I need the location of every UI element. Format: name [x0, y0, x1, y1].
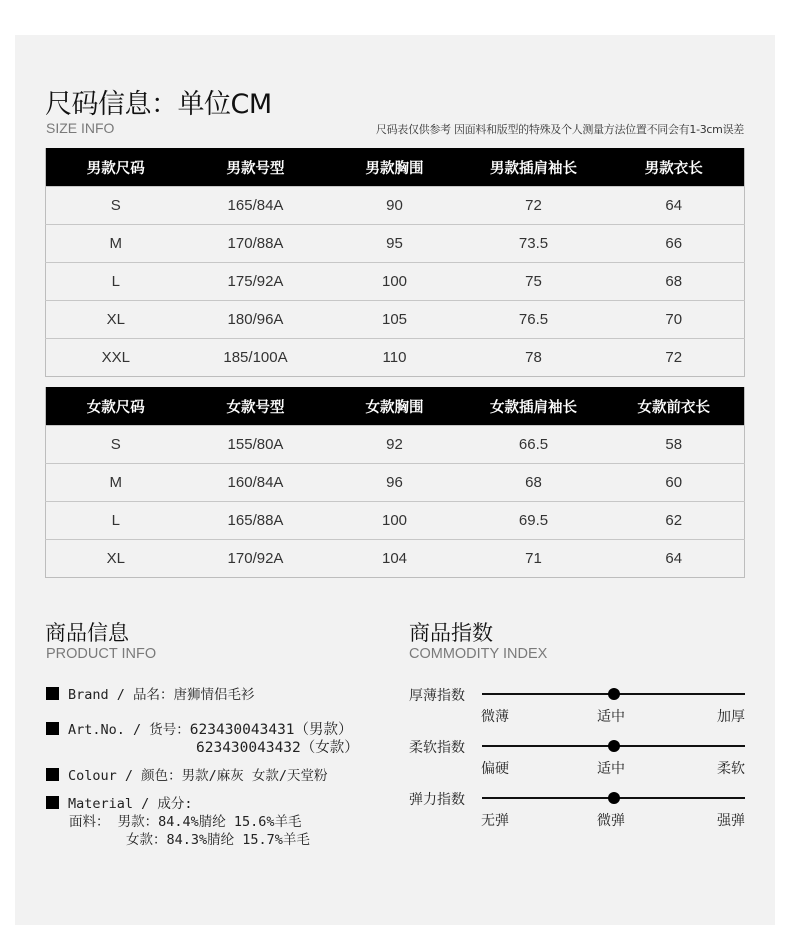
table-cell: 68: [464, 464, 604, 502]
table-cell: 60: [604, 464, 745, 502]
material-label: Material / 成分:: [68, 796, 193, 812]
table-cell: XL: [46, 301, 186, 339]
list-item: [46, 767, 328, 785]
table-row: [46, 263, 745, 301]
column-header: 女款号型: [186, 387, 326, 426]
index-label: 柔软指数: [409, 740, 465, 756]
table-cell: 175/92A: [186, 263, 326, 301]
table-row: [46, 187, 745, 225]
table-cell: 104: [326, 540, 464, 578]
women-size-table: [45, 387, 745, 578]
table-cell: XL: [46, 540, 186, 578]
table-row: [46, 502, 745, 540]
table-cell: 95: [326, 225, 464, 263]
table-cell: 68: [604, 263, 745, 301]
column-header: 女款胸围: [326, 387, 464, 426]
art-no-women: 623430043432（女款）: [196, 740, 359, 756]
table-cell: 90: [326, 187, 464, 225]
table-cell: 66.5: [464, 426, 604, 464]
table-cell: S: [46, 426, 186, 464]
list-item: [46, 721, 353, 739]
scale-mid-label: 适中: [597, 761, 625, 777]
size-info-title: 尺码信息：单位CM: [45, 89, 272, 120]
square-bullet-icon: [46, 687, 59, 700]
table-row: [46, 464, 745, 502]
table-row: [46, 225, 745, 263]
table-cell: M: [46, 225, 186, 263]
table-cell: 73.5: [464, 225, 604, 263]
table-row: [46, 540, 745, 578]
table-cell: 71: [464, 540, 604, 578]
scale-mid-label: 适中: [597, 709, 625, 725]
index-marker: [608, 740, 620, 752]
size-note: 尺码表仅供参考 因面料和版型的特殊及个人测量方法位置不同会有1-3cm误差: [375, 123, 744, 136]
square-bullet-icon: [46, 722, 59, 735]
table-cell: S: [46, 187, 186, 225]
table-cell: 105: [326, 301, 464, 339]
elasticity-index: [409, 789, 745, 839]
product-info-title: 商品信息: [45, 621, 129, 645]
product-info-subtitle: PRODUCT INFO: [46, 646, 157, 662]
scale-low-label: 微薄: [481, 709, 509, 725]
table-cell: 100: [326, 263, 464, 301]
colour-text: Colour / 颜色：男款/麻灰 女款/天堂粉: [68, 768, 328, 784]
men-size-table: [45, 148, 745, 377]
table-row: [46, 339, 745, 377]
column-header: 男款号型: [186, 148, 326, 187]
column-header: 男款衣长: [604, 148, 745, 187]
table-cell: XXL: [46, 339, 186, 377]
table-cell: 180/96A: [186, 301, 326, 339]
table-cell: 96: [326, 464, 464, 502]
index-marker: [608, 688, 620, 700]
scale-mid-label: 微弹: [597, 813, 625, 829]
table-cell: 69.5: [464, 502, 604, 540]
column-header: 男款插肩袖长: [464, 148, 604, 187]
table-cell: 64: [604, 187, 745, 225]
column-header: 男款尺码: [46, 148, 186, 187]
table-cell: 72: [464, 187, 604, 225]
art-no-men: 623430043431（男款）: [189, 722, 353, 738]
index-label: 弹力指数: [409, 792, 465, 808]
table-cell: 62: [604, 502, 745, 540]
table-cell: 70: [604, 301, 745, 339]
table-cell: 58: [604, 426, 745, 464]
table-cell: 75: [464, 263, 604, 301]
list-item: [46, 686, 255, 704]
table-cell: 155/80A: [186, 426, 326, 464]
material-men: 面料： 男款：84.4%腈纶 15.6%羊毛: [69, 814, 302, 830]
brand-text: Brand / 品名：唐狮情侣毛衫: [68, 687, 255, 703]
table-cell: 185/100A: [186, 339, 326, 377]
table-header-row: [46, 387, 745, 426]
table-row: [46, 426, 745, 464]
table-cell: 100: [326, 502, 464, 540]
table-row: [46, 301, 745, 339]
art-no-label: Art.No. / 货号：: [68, 722, 190, 738]
table-cell: 160/84A: [186, 464, 326, 502]
thickness-index: [409, 685, 745, 735]
table-cell: L: [46, 263, 186, 301]
column-header: 女款尺码: [46, 387, 186, 426]
table-cell: 66: [604, 225, 745, 263]
softness-index: [409, 737, 745, 787]
table-cell: 170/92A: [186, 540, 326, 578]
size-info-subtitle: SIZE INFO: [46, 120, 115, 136]
list-item: [46, 795, 193, 813]
column-header: 男款胸围: [326, 148, 464, 187]
table-cell: 78: [464, 339, 604, 377]
table-cell: 165/88A: [186, 502, 326, 540]
scale-high-label: 加厚: [717, 709, 745, 725]
table-cell: M: [46, 464, 186, 502]
table-cell: L: [46, 502, 186, 540]
column-header: 女款插肩袖长: [464, 387, 604, 426]
table-cell: 92: [326, 426, 464, 464]
table-cell: 72: [604, 339, 745, 377]
table-cell: 64: [604, 540, 745, 578]
table-cell: 170/88A: [186, 225, 326, 263]
table-cell: 110: [326, 339, 464, 377]
index-label: 厚薄指数: [409, 688, 465, 704]
scale-high-label: 强弹: [717, 813, 745, 829]
table-header-row: [46, 148, 745, 187]
material-women: 女款：84.3%腈纶 15.7%羊毛: [126, 832, 310, 848]
scale-low-label: 无弹: [481, 813, 509, 829]
scale-low-label: 偏硬: [481, 761, 509, 777]
commodity-index-subtitle: COMMODITY INDEX: [409, 646, 548, 662]
commodity-index-title: 商品指数: [409, 621, 493, 645]
table-cell: 165/84A: [186, 187, 326, 225]
column-header: 女款前衣长: [604, 387, 745, 426]
scale-high-label: 柔软: [717, 761, 745, 777]
square-bullet-icon: [46, 768, 59, 781]
table-cell: 76.5: [464, 301, 604, 339]
index-marker: [608, 792, 620, 804]
square-bullet-icon: [46, 796, 59, 809]
